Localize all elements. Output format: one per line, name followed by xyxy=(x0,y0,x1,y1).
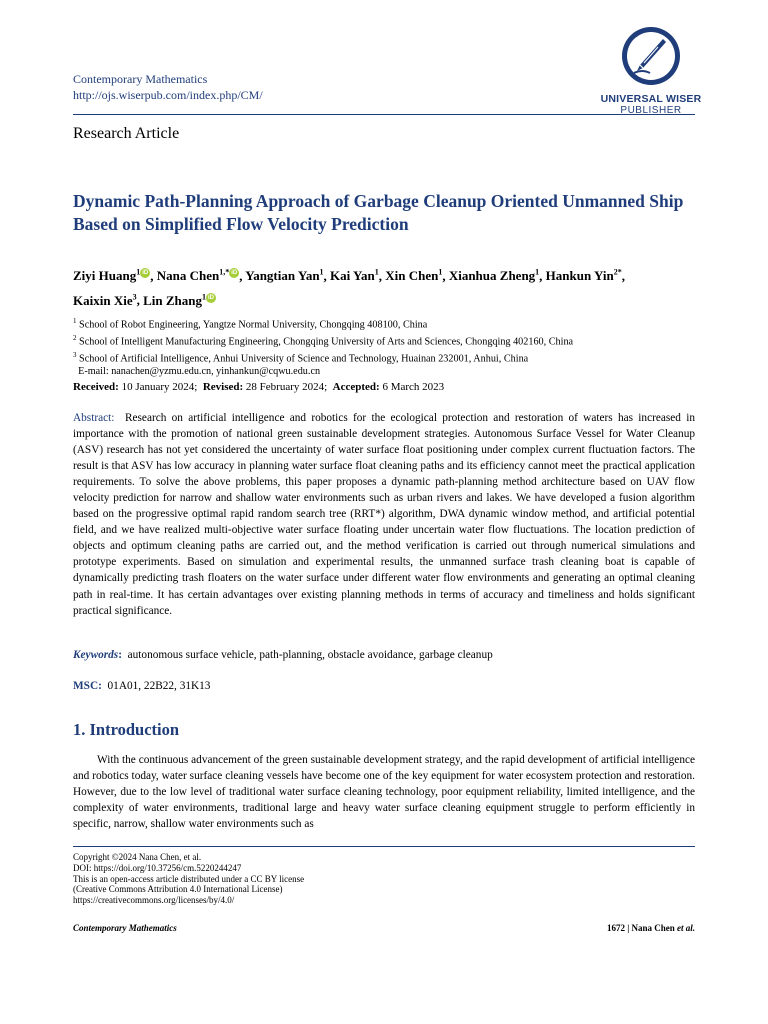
author: Kai Yan$^1$ xyxy=(330,268,379,284)
footer-journal: Contemporary Mathematics xyxy=(73,923,177,933)
abstract xyxy=(73,410,695,619)
abstract-text: Research on artificial intelligence and robotics for the ecological protection and restoration of waters has increased in importance with the promotion of national green sustainable development strategies. Autonomous Surface Vessel for Water Cleanup (ASV) research has not yet considered the uncertainty of water surface float positioning under complex current fluctuation factors. The result is that ASV has low accuracy in planning water surface float cleaning paths and its efficiency cannot meet the practical application requirements. To solve the above problems, this paper proposes a dynamic path-planning method architecture based on UAV flow velocity prediction for narrow and shallow water environments such as urban rivers and lakes. We have developed a fusion algorithm based on the progressive optimal rapid random search tree (RRT*) algorithm, DWA dynamic window method, and artificial potential field, and we have realized multi-objective water surface floating under uncertain water flow fluctuations. The location prediction of objects and optimum cleaning paths are carried out, and the method verification is carried out through numerical simulations and prototype experiments. Based on simulation and experimental results, the unmanned surface trash cleaning boat is capable of dynamically predicting trash floaters on the water surface under different water flow environments and generating an optimal cleaning path in real-time. It has certain advantages over existing planning methods in terms of accuracy and timeliness and holds significant practical significance. xyxy=(73,412,695,617)
footer-divider xyxy=(73,846,695,847)
orcid-icon[interactable]: iD xyxy=(208,294,214,301)
msc-text: 01A01, 22B22, 31K13 xyxy=(107,680,211,692)
publisher-logo xyxy=(596,25,706,116)
keywords-label: Keywords xyxy=(73,649,119,661)
journal-url-link[interactable]: http://ojs.wiserpub.com/index.php/CM/ xyxy=(73,88,263,102)
author[interactable]: Ziyi Huang$^1$ xyxy=(73,268,141,284)
abstract-label: Abstract: xyxy=(73,412,115,424)
doi-link[interactable]: DOI: https://doi.org/10.37256/cm.5220244247 xyxy=(73,862,242,873)
author: Yangtian Yan$^1$ xyxy=(245,268,324,284)
orcid-icon[interactable]: iD xyxy=(142,270,149,277)
msc-codes xyxy=(73,680,210,692)
affiliation: $^1$ School of Robot Engineering, Yangtze Normal University, Chongqing 408100, China xyxy=(73,317,428,331)
author: Kaixin Xie$^3$ xyxy=(73,292,137,308)
author: Hankun Yin$^{2*}$ xyxy=(545,268,622,284)
pen-nib-icon xyxy=(620,25,682,87)
article-type: Research Article xyxy=(73,125,180,142)
email-line: E-mail: nanachen@yzmu.edu.cn, yinhankun@cqwu.edu.cn xyxy=(78,365,321,377)
footer-page-info: 1672 | Nana Chen et al. xyxy=(607,923,695,933)
publisher-subtitle: PUBLISHER xyxy=(620,105,682,116)
author-list: Ziyi Huang$^1$ iD , Nana Chen$^{1,*}$ iD , Yangtian Yan$^1$, Kai Yan$^1$, Xin Chen$^1$, Xianhua Zheng$^1$, Hankun Yin$^{2*}$, Kaixin Xie$^3$, Lin Zhang$^1$ iD xyxy=(73,268,625,308)
section-heading: 1. Introduction xyxy=(73,720,180,739)
keywords: Keywords: autonomous surface vehicle, path-planning, obstacle avoidance, garbage cleanup xyxy=(73,649,493,661)
license-link[interactable]: https://creativecommons.org/licenses/by/4.0/ xyxy=(73,895,235,906)
msc-label: MSC: xyxy=(73,680,102,692)
affiliation: $^3$ School of Artificial Intelligence, Anhui University of Science and Technology, Huainan 232001, Anhui, China xyxy=(73,350,529,365)
article-dates: Received: 10 January 2024; Revised: 28 February 2024; Accepted: 6 March 2023 xyxy=(73,381,445,393)
license-line: This is an open-access article distributed under a CC BY license xyxy=(73,873,305,884)
page-number: 1672 xyxy=(607,923,625,933)
affiliation: $^2$ School of Intelligent Manufacturing Engineering, Chongqing University of Arts and Sciences, Chongqing 402160, China xyxy=(73,333,574,348)
copyright-line: Copyright ©2024 Nana Chen, et al. xyxy=(73,852,202,862)
journal-header xyxy=(73,71,263,103)
author[interactable]: Lin Zhang$^1$ xyxy=(143,292,206,308)
publisher-name: UNIVERSAL WISER xyxy=(600,93,702,105)
header-divider xyxy=(73,114,695,115)
footer-author: Nana Chen xyxy=(631,923,675,933)
license-line: (Creative Commons Attribution 4.0 International License) xyxy=(73,884,283,895)
affiliations xyxy=(73,315,573,378)
author: Xin Chen$^1$ xyxy=(385,268,443,284)
keywords-text: autonomous surface vehicle, path-planning, obstacle avoidance, garbage cleanup xyxy=(127,649,493,661)
journal-name[interactable]: Contemporary Mathematics xyxy=(73,72,208,86)
introduction-paragraph: With the continuous advancement of the green sustainable development strategy, and the rapid development of artificial intelligence and robotics today, water surface cleaning vessels have become one of the key equipment for water ecosystem protection and restoration. However, due to the low level of traditional water surface cleaning technology, poor equipment reliability, limited intelligence, and the complexity of water environments, traditional large and heavy water surface cleaning equipment struggle to perform efficiently in specific, narrow, shallow water environments such as xyxy=(73,754,695,831)
orcid-icon[interactable]: iD xyxy=(231,270,238,277)
copyright-block xyxy=(73,852,304,906)
article-title: Dynamic Path-Planning Approach of Garbage Cleanup Oriented Unmanned Ship Based on Simplified Flow Velocity Prediction xyxy=(73,191,684,234)
author[interactable]: Nana Chen$^{1,*}$ xyxy=(156,268,230,284)
author: Xianhua Zheng$^1$ xyxy=(448,268,540,284)
